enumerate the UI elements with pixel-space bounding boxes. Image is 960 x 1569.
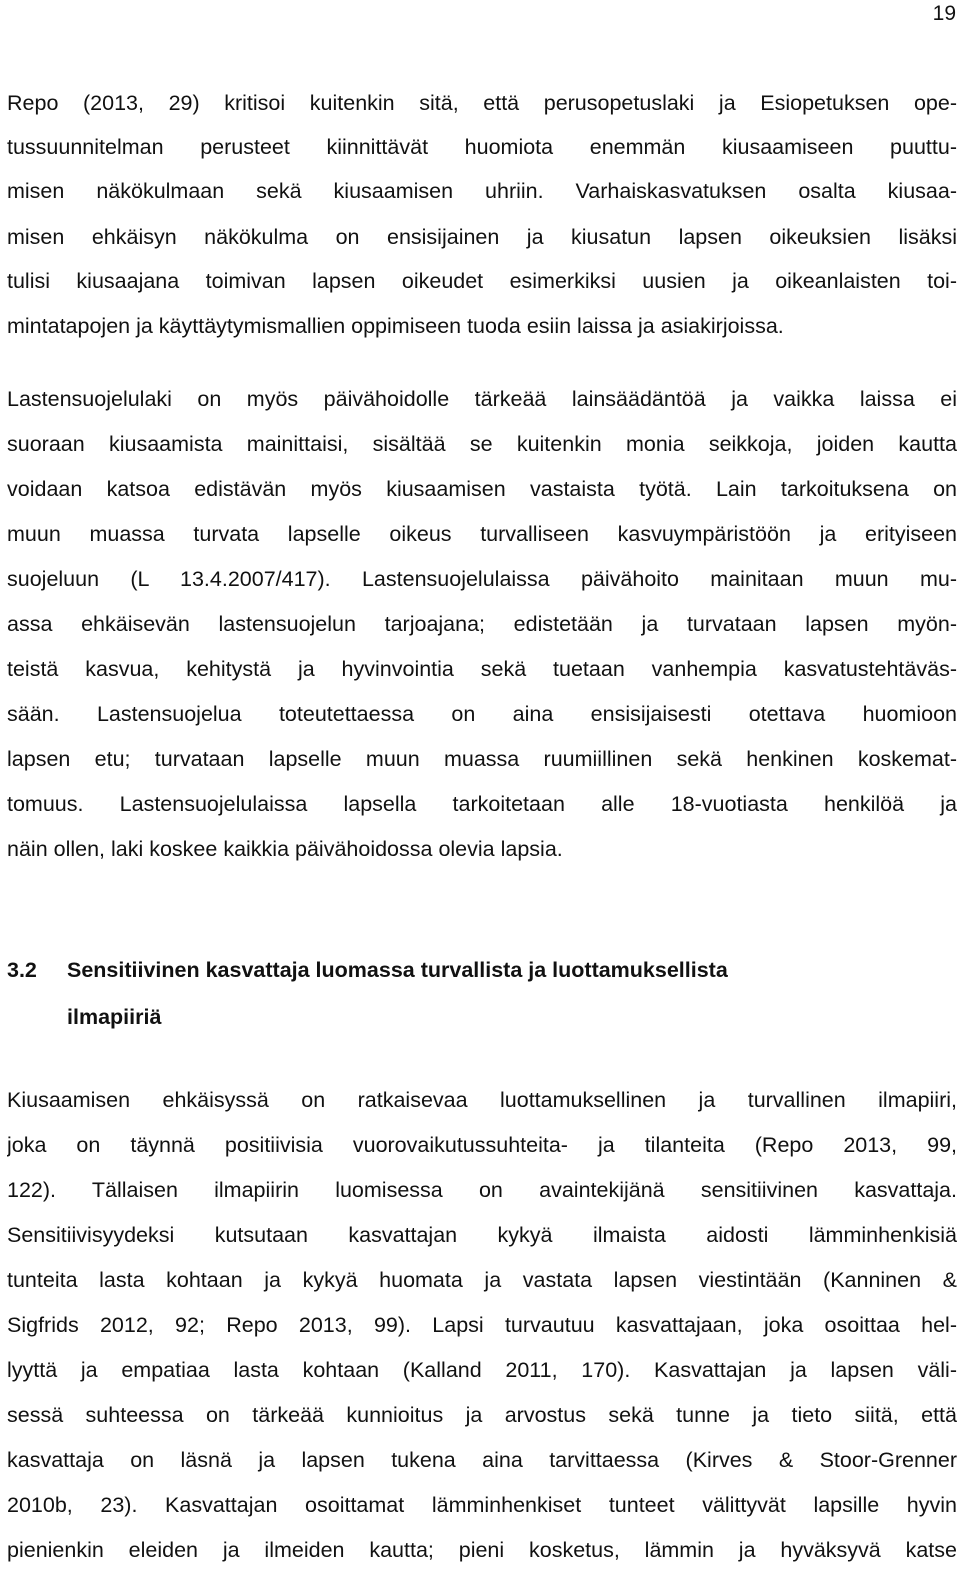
text-line: voidaan katsoa edistävän myös kiusaamisen vastaista työtä. Lain tarkoituksena on bbox=[7, 477, 957, 501]
text-line: lyyttä ja empatiaa lasta kohtaan (Kalland 2011, 170). Kasvattajan ja lapsen väli- bbox=[7, 1358, 957, 1382]
text-line: tunteita lasta kohtaan ja kykyä huomata ja vastata lapsen viestintään (Kanninen & bbox=[7, 1268, 957, 1292]
text-line: Lastensuojelulaki on myös päivähoidolle tärkeää lainsäädäntöä ja vaikka laissa ei bbox=[7, 387, 957, 411]
text-line: joka on täynnä positiivisia vuorovaikutussuhteita- ja tilanteita (Repo 2013, 99, bbox=[7, 1133, 957, 1157]
text-line: sään. Lastensuojelua toteutettaessa on aina ensisijaisesti otettava huomioon bbox=[7, 702, 957, 726]
text-line: sessä suhteessa on tärkeää kunnioitus ja arvostus sekä tunne ja tieto siitä, että bbox=[7, 1403, 957, 1427]
text-line: assa ehkäisevän lastensuojelun tarjoajana; edistetään ja turvataan lapsen myön- bbox=[7, 612, 957, 636]
text-line: kasvattaja on läsnä ja lapsen tukena aina tarvittaessa (Kirves & Stoor-Grenner bbox=[7, 1448, 957, 1472]
section-title-line-1: Sensitiivinen kasvattaja luomassa turvallista ja luottamuksellista bbox=[67, 958, 728, 982]
text-line: näin ollen, laki koskee kaikkia päivähoidossa olevia lapsia. bbox=[7, 837, 563, 861]
text-line: muun muassa turvata lapselle oikeus turvalliseen kasvuympäristöön ja erityiseen bbox=[7, 522, 957, 546]
text-line: tussuunnitelman perusteet kiinnittävät huomiota enemmän kiusaamiseen puuttu- bbox=[7, 135, 957, 159]
text-line: lapsen etu; turvataan lapselle muun muassa ruumiillinen sekä henkinen koskemat- bbox=[7, 747, 957, 771]
text-line: Repo (2013, 29) kritisoi kuitenkin sitä, että perusopetuslaki ja Esiopetuksen ope- bbox=[7, 91, 957, 115]
section-number: 3.2 bbox=[7, 958, 37, 982]
text-line: pienienkin eleiden ja ilmeiden kautta; pieni kosketus, lämmin ja hyväksyvä katse bbox=[7, 1538, 957, 1562]
text-line: mintatapojen ja käyttäytymismallien oppimiseen tuoda esiin laissa ja asiakirjoissa. bbox=[7, 314, 784, 338]
text-line: suoraan kiusaamista mainittaisi, sisältää se kuitenkin monia seikkoja, joiden kautta bbox=[7, 432, 957, 456]
text-line: suojeluun (L 13.4.2007/417). Lastensuojelulaissa päivähoito mainitaan muun mu- bbox=[7, 567, 957, 591]
text-line: Kiusaamisen ehkäisyssä on ratkaisevaa luottamuksellinen ja turvallinen ilmapiiri, bbox=[7, 1088, 957, 1112]
text-line: tomuus. Lastensuojelulaissa lapsella tarkoitetaan alle 18-vuotiasta henkilöä ja bbox=[7, 792, 957, 816]
section-title-line-2: ilmapiiriä bbox=[67, 1005, 162, 1029]
page-number: 19 bbox=[932, 2, 956, 25]
text-line: misen ehkäisyn näkökulma on ensisijainen ja kiusatun lapsen oikeuksien lisäksi bbox=[7, 225, 957, 249]
text-line: teistä kasvua, kehitystä ja hyvinvointia sekä tuetaan vanhempia kasvatustehtäväs- bbox=[7, 657, 957, 681]
text-line: Sensitiivisyydeksi kutsutaan kasvattajan kykyä ilmaista aidosti lämminhenkisiä bbox=[7, 1223, 957, 1247]
text-line: misen näkökulmaan sekä kiusaamisen uhriin. Varhaiskasvatuksen osalta kiusaa- bbox=[7, 179, 957, 203]
text-line: 122). Tällaisen ilmapiirin luomisessa on avaintekijänä sensitiivinen kasvattaja. bbox=[7, 1178, 957, 1202]
text-line: 2010b, 23). Kasvattajan osoittamat lämminhenkiset tunteet välittyvät lapsille hyvin bbox=[7, 1493, 957, 1517]
text-line: Sigfrids 2012, 92; Repo 2013, 99). Lapsi turvautuu kasvattajaan, joka osoittaa hel- bbox=[7, 1313, 957, 1337]
text-line: tulisi kiusaajana toimivan lapsen oikeudet esimerkiksi uusien ja oikeanlaisten toi- bbox=[7, 269, 957, 293]
